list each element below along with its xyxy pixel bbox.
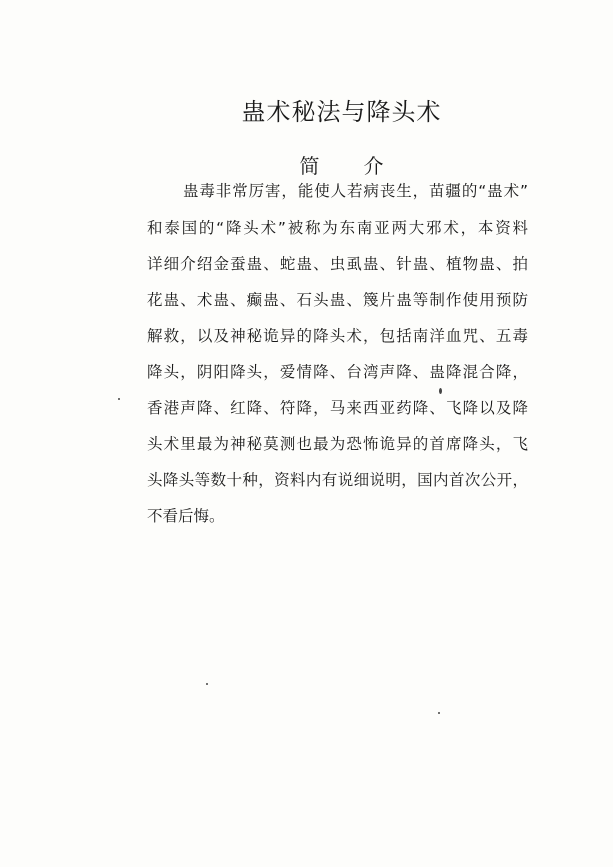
body-line: 花蛊、术蛊、癫蛊、石头蛊、篾片蛊等制作使用预防	[147, 291, 528, 309]
body-line: 香港声降、红降、符降，马来西亚药降、飞降以及降	[147, 399, 528, 417]
body-line: 头降头等数十种，资料内有说细说明，国内首次公开，	[147, 471, 528, 489]
body-line: 解救，以及神秘诡异的降头术，包括南洋血咒、五毒	[147, 327, 528, 345]
section-heading	[0, 150, 613, 179]
scan-speck	[206, 683, 208, 685]
body-line: 和泰国的“降头术”被称为东南亚两大邪术，本资料	[147, 219, 528, 237]
scan-speck	[118, 398, 120, 400]
body-line: 详细介绍金蚕蛊、蛇蛊、虫虱蛊、针蛊、植物蛊、拍	[147, 255, 528, 273]
scan-speck	[439, 388, 442, 394]
body-line: 不看后悔。	[147, 507, 225, 525]
document-title: 蛊术秘法与降头术	[241, 98, 442, 126]
section-heading-char-2: 介	[363, 154, 384, 178]
section-heading-char-1: 简	[299, 154, 320, 178]
scan-speck	[438, 712, 440, 714]
body-line: 蛊毒非常厉害，能使人若病丧生，苗疆的“蛊术”	[183, 182, 528, 200]
body-line: 头术里最为神秘莫测也最为恐怖诡异的首席降头，飞	[147, 435, 528, 453]
body-line: 降头，阴阳降头，爱情降、台湾声降、蛊降混合降，	[147, 363, 528, 381]
